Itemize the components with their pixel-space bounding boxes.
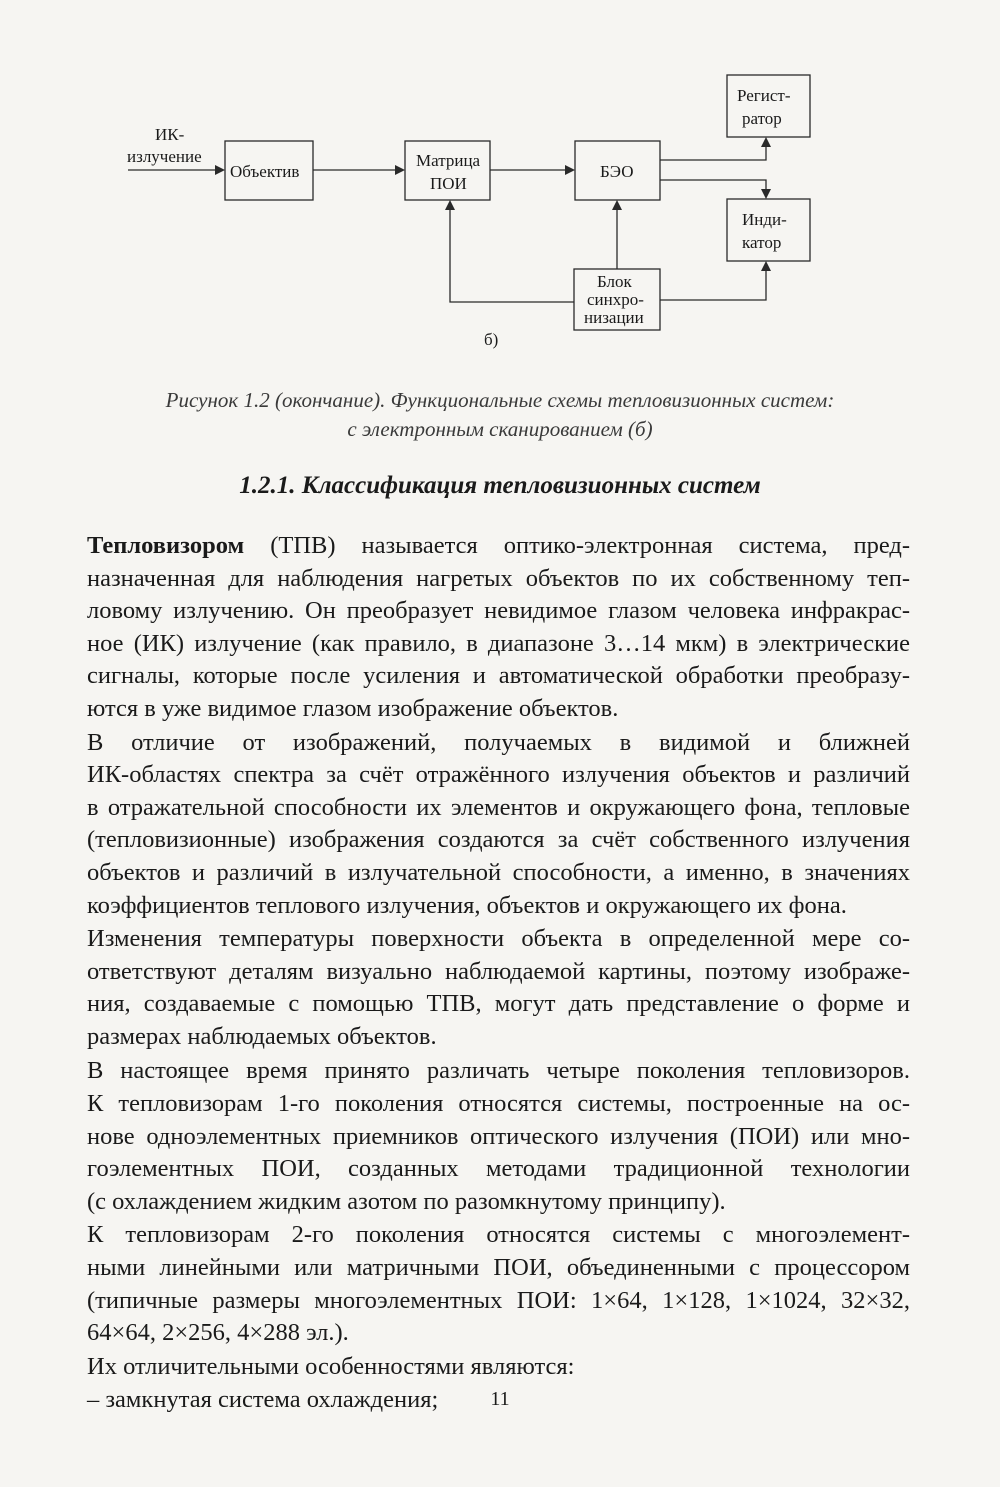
section-heading: 1.2.1. Классификация тепловизионных систем [239,472,761,499]
paragraph [87,923,910,1053]
text-line: гоэлементных ПОИ, созданных методами традиционной технологии [87,1155,910,1183]
text-line: (с охлаждением жидким азотом по разомкнутому принципу). [87,1187,726,1215]
text-line: (тепловизионные) изображения создаются за счёт собственного излучения [87,826,910,854]
text-line: ответствуют деталям визуально наблюдаемой картины, поэтому изображе- [87,957,910,985]
paragraph [87,727,910,923]
text-line: ются в уже видимое глазом изображение объектов. [87,694,619,722]
text-line: ное (ИК) излучение (как правило, в диапазоне 3…14 мкм) в электрические [87,629,910,657]
block-matrix-label-2: ПОИ [430,174,467,193]
figure-caption [60,386,940,444]
page-number: 11 [490,1388,510,1410]
input-label-line2: излучение [127,147,202,166]
paragraph [87,1219,910,1349]
block-matrix-label-1: Матрица [416,151,481,170]
block-indicator-label-2: катор [742,233,782,252]
text-line: объектов и различий в излучательной способности, а именно, в значениях [87,858,910,886]
block-sync-label-2: синхро- [587,290,644,309]
text-line: нове одноэлементных приемников оптического излучения (ПОИ) или мно- [87,1122,910,1150]
block-objective-label: Объектив [230,162,300,181]
text-line: К тепловизорам 2-го поколения относятся системы с многоэлемент- [87,1221,910,1249]
text-line: в отражательной способности их элементов и окружающего фона, тепловые [87,793,910,821]
text-line: В отличие от изображений, получаемых в видимой и ближней [87,728,910,756]
block-sync-label-1: Блок [597,272,632,291]
block-recorder-label-1: Регист- [737,86,791,105]
defined-term: Тепловизором [87,532,245,559]
text-line: В настоящее время принято различать четыре поколения тепловизоров. [87,1056,910,1084]
text-line: Изменения температуры поверхности объекта в определенной мере со- [87,925,910,953]
paragraph [87,1055,910,1088]
text-line: – замкнутая система охлаждения; [87,1386,439,1414]
block-beo-label: БЭО [600,162,634,181]
caption-line-2: с электронным сканированием (б) [347,417,653,441]
text-line: сигналы, которые после усиления и автоматической обработки преобразу- [87,662,910,690]
text-line: ловому излучению. Он преобразует невидимое глазом человека инфракрас- [87,597,910,625]
block-recorder-label-2: ратор [742,109,782,128]
text-line: (ТПВ) называется оптико-электронная система, пред- [244,532,910,559]
text-line: коэффициентов теплового излучения, объектов и окружающего их фона. [87,891,847,919]
text-line: 64×64, 2×256, 4×288 эл.). [87,1319,349,1347]
text-line: ИК-областях спектра за счёт отражённого излучения объектов и различий [87,761,910,789]
functional-diagram [0,0,1000,370]
input-label-line1: ИК- [155,125,185,144]
text-line: назначенная для наблюдения нагретых объектов по их собственному теп- [87,564,910,592]
text-line: (типичные размеры многоэлементных ПОИ: 1×64, 1×128, 1×1024, 32×32, [87,1286,910,1314]
text-line: ными линейными или матричными ПОИ, объединенными с процессором [87,1254,910,1282]
diagram-sublabel: б) [484,330,499,349]
text-line: Их отличительными особенностями являются: [87,1352,575,1380]
text-line: ния, создаваемые с помощью ТПВ, могут дать представление о форме и [87,990,910,1018]
body-text [87,530,910,1418]
paragraph [87,1088,910,1218]
block-indicator-label-1: Инди- [742,210,787,229]
caption-line-1: Рисунок 1.2 (окончание). Функциональные схемы тепловизионных систем: [165,388,835,412]
paragraph [87,530,910,726]
paragraph [87,1351,910,1384]
text-line: К тепловизорам 1-го поколения относятся системы, построенные на ос- [87,1090,910,1118]
text-line: размерах наблюдаемых объектов. [87,1022,437,1050]
block-sync-label-3: низации [584,308,644,327]
